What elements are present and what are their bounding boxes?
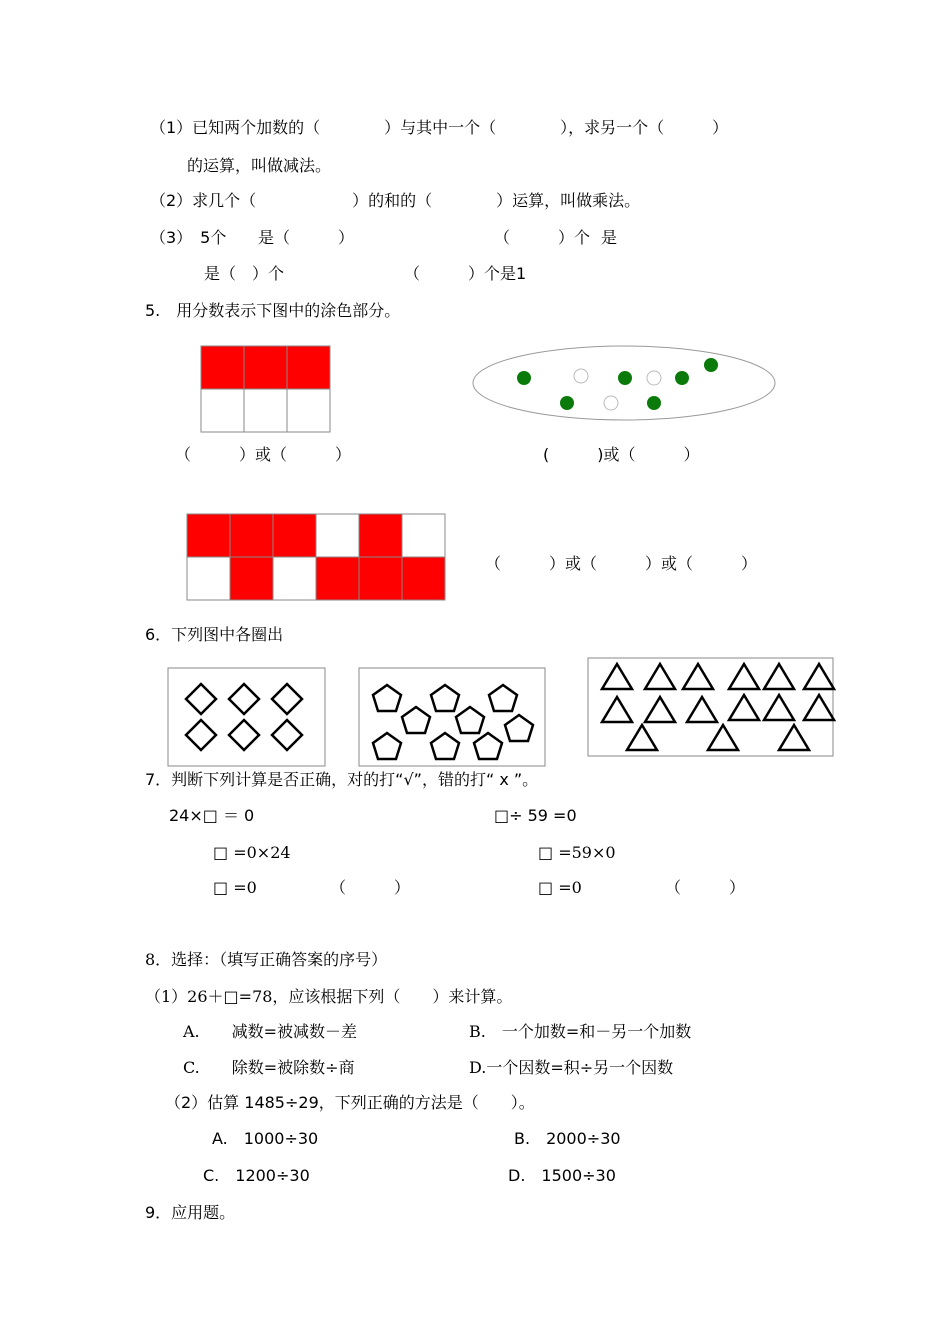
q7-left-result: □ =0 [213, 878, 257, 897]
q4-line4b: （ ）个是1 [404, 264, 527, 283]
triangle-shape [779, 725, 809, 750]
q8-sub2-option-a: A. 1000÷30 [212, 1129, 319, 1148]
q8-sub2: （2）估算 1485÷29，下列正确的方法是（ ）。 [165, 1093, 535, 1112]
triangle-shape [708, 725, 738, 750]
q6-title: 6．下列图中各圈出 [145, 625, 284, 644]
triangle-shape [804, 695, 834, 720]
q4-line1b: 的运算，叫做减法。 [187, 156, 332, 175]
triangle-shape [645, 697, 675, 722]
q8-sub2-option-b: B. 2000÷30 [514, 1129, 621, 1148]
q7-title: 7．判断下列计算是否正确，对的打“√”，错的打“ x ”。 [145, 770, 539, 789]
q7-left-answer-paren: （ ） [330, 878, 411, 897]
q7-right-equation: □÷ 59 =0 [494, 806, 577, 825]
q8-option-b: B. 一个加数=和－另一个加数 [469, 1022, 692, 1041]
q4-line3c: （ ）个 [494, 228, 591, 247]
q4-line3d: 是 [601, 228, 618, 247]
triangle-shape [729, 695, 759, 720]
q4-line3a: （3） 5个 [150, 228, 227, 247]
q5-answer-1: （ ）或（ ） [175, 445, 352, 464]
q4-line2: （2）求几个（ ）的和的（ ）运算，叫做乘法。 [150, 191, 641, 210]
q8-sub2-option-c: C. 1200÷30 [203, 1166, 310, 1185]
triangle-shape [764, 695, 794, 720]
triangle-shape [602, 664, 632, 689]
q5-title: 5. 用分数表示下图中的涂色部分。 [145, 301, 401, 320]
q4-line3b: 是（ ） [258, 228, 355, 247]
triangle-shape [602, 697, 632, 722]
q9-title: 9．应用题。 [145, 1203, 236, 1222]
q7-left-equation: 24×□ ＝ 0 [169, 806, 255, 825]
triangle-shape [683, 664, 713, 689]
q7-right-answer-paren: （ ） [665, 878, 746, 897]
q8-title: 8．选择：（填写正确答案的序号） [145, 950, 388, 969]
q4-line4a: 是（ ）个 [204, 264, 285, 283]
q7-left-step: □ =0×24 [213, 843, 291, 862]
q7-right-result: □ =0 [538, 878, 582, 897]
q5-answer-3: （ ）或（ ）或（ ） [485, 554, 758, 573]
q4-line1: （1）已知两个加数的（ ）与其中一个（ ），求另一个（ ） [150, 118, 729, 137]
triangle-shape [764, 664, 794, 689]
triangle-shape [645, 664, 675, 689]
q8-option-a: A. 减数=被减数－差 [183, 1022, 358, 1041]
q5-answer-2: ( )或（ ） [543, 445, 700, 464]
q8-option-d: D.一个因数=积÷另一个因数 [469, 1058, 674, 1077]
q8-sub2-option-d: D. 1500÷30 [508, 1166, 616, 1185]
q7-right-step: □ =59×0 [538, 843, 616, 862]
triangle-shape [729, 664, 759, 689]
triangle-shape [687, 697, 717, 722]
triangle-shape [627, 725, 657, 750]
triangle-shape [804, 664, 834, 689]
q8-option-c: C. 除数=被除数÷商 [183, 1058, 355, 1077]
q8-sub1: （1）26＋□=78，应该根据下列（ ）来计算。 [145, 987, 513, 1006]
